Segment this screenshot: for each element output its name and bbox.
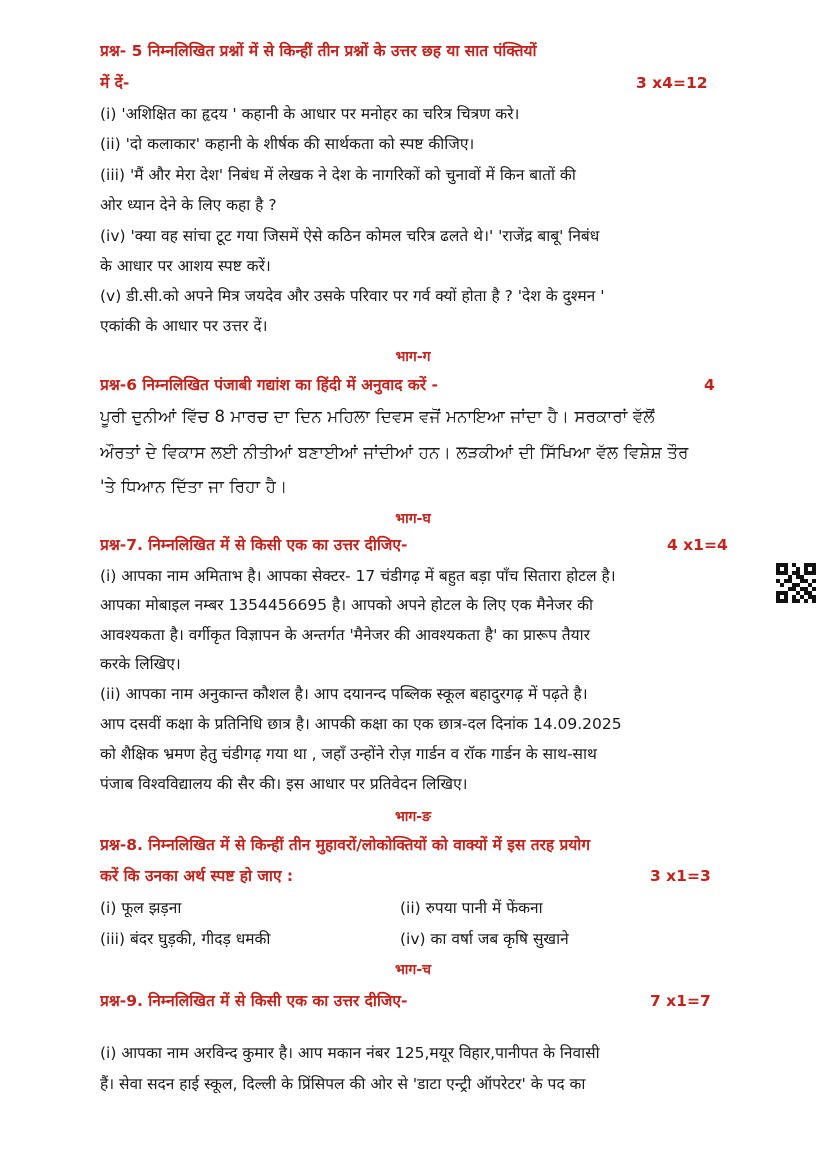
section-heading-ch: भाग-च: [394, 962, 432, 978]
q5-heading-line1: प्रश्न- 5 निम्नलिखित प्रश्नों में से किन्हीं तीन प्रश्नों के उत्तर छह या सात पंक्तियों: [100, 42, 537, 60]
q8-heading-line2: करें कि उनका अर्थ स्पष्ट हो जाए :: [100, 867, 294, 885]
q8-heading-line1: प्रश्न-8. निम्नलिखित में से किन्हीं तीन मुहावरों/लोकोक्तियों को वाक्यों में इस तरह प्रयोग: [100, 836, 591, 854]
q5-marks: 3 x4=12: [636, 74, 708, 92]
q9-marks: 7 x1=7: [650, 992, 711, 1010]
q8-idiom-iii: (iii) बंदर घुड़की, गीदड़ धमकी: [100, 930, 271, 948]
q8-idiom-iv: (iv) का वर्षा जब कृषि सुखाने: [400, 930, 569, 948]
q6-punjabi-line1: ਪੂਰੀ ਦੁਨੀਆਂ ਵਿੱਚ 8 ਮਾਰਚ ਦਾ ਦਿਨ ਮਹਿਲਾ ਦਿਵਸ ਵਜੋਂ ਮਨਾਇਆ ਜਾਂਦਾ ਹੈ। ਸਰਕਾਰਾਂ ਵੱਲੋਂ: [100, 407, 655, 426]
q5-option-iv-line2: के आधार पर आशय स्पष्ट करें।: [100, 257, 271, 275]
q5-option-v-line1: (v) डी.सी.को अपने मित्र जयदेव और उसके परिवार पर गर्व क्यों होता है ? 'देश के दुश्मन ': [100, 287, 605, 305]
q8-idiom-i: (i) फूल झड़ना: [100, 899, 182, 917]
q7-option-i-line2: आपका मोबाइल नम्बर 1354456695 है। आपको अपने होटल के लिए एक मैनेजर की: [100, 596, 593, 614]
q7-marks: 4 x1=4: [667, 536, 728, 554]
q5-option-ii: (ii) 'दो कलाकार' कहानी के शीर्षक की सार्थकता को स्पष्ट कीजिए।: [100, 135, 475, 153]
q7-option-ii-line1: (ii) आपका नाम अनुकान्त कौशल है। आप दयानन्द पब्लिक स्कूल बहादुरगढ़ में पढ़ते है।: [100, 685, 588, 703]
q9-option-i-line1: (i) आपका नाम अरविन्द कुमार है। आप मकान नंबर 125,मयूर विहार,पानीपत के निवासी: [100, 1044, 600, 1062]
q6-punjabi-line3: 'ਤੇ ਧਿਆਨ ਦਿੱਤਾ ਜਾ ਰਿਹਾ ਹੈ।: [100, 477, 288, 496]
q6-punjabi-line2: ਔਰਤਾਂ ਦੇ ਵਿਕਾਸ ਲਈ ਨੀਤੀਆਂ ਬਣਾਈਆਂ ਜਾਂਦੀਆਂ ਹਨ। ਲੜਕੀਆਂ ਦੀ ਸਿੱਖਿਆ ਵੱਲ ਵਿਸ਼ੇਸ਼ ਤੌਰ: [100, 443, 689, 462]
section-heading-gh: भाग-घ: [395, 511, 431, 527]
q8-idiom-ii: (ii) रुपया पानी में फेंकना: [400, 899, 543, 917]
q7-option-ii-line4: पंजाब विश्वविद्यालय की सैर की। इस आधार पर प्रतिवेदन लिखिए।: [100, 775, 468, 793]
q8-marks: 3 x1=3: [650, 867, 711, 885]
q5-option-v-line2: एकांकी के आधार पर उत्तर दें।: [100, 317, 268, 335]
q5-option-iii-line1: (iii) 'मैं और मेरा देश' निबंध में लेखक ने देश के नागरिकों को चुनावों में किन बातों की: [100, 166, 576, 184]
q5-option-iii-line2: ओर ध्यान देने के लिए कहा है ?: [100, 196, 277, 214]
q7-option-i-line3: आवश्यकता है। वर्गीकृत विज्ञापन के अन्तर्गत 'मैनेजर की आवश्यकता है' का प्रारूप तैयार: [100, 626, 590, 644]
q6-marks: 4: [704, 376, 715, 394]
q6-heading: प्रश्न-6 निम्नलिखित पंजाबी गद्यांश का हिंदी में अनुवाद करें -: [100, 376, 438, 394]
q9-heading: प्रश्न-9. निम्नलिखित में से किसी एक का उत्तर दीजिए-: [100, 992, 408, 1010]
q7-option-i-line4: करके लिखिए।: [100, 655, 181, 673]
q7-option-ii-line2: आप दसवीं कक्षा के प्रतिनिधि छात्र है। आपकी कक्षा का एक छात्र-दल दिनांक 14.09.2025: [100, 715, 622, 733]
q5-option-i: (i) 'अशिक्षित का हृदय ' कहानी के आधार पर मनोहर का चरित्र चित्रण करे।: [100, 105, 520, 123]
section-heading-ng: भाग-ङ: [394, 809, 432, 825]
q7-option-ii-line3: को शैक्षिक भ्रमण हेतु चंडीगढ़ गया था , जहाँ उन्होंने रोज़ गार्डन व रॉक गार्डन के साथ-साथ: [100, 745, 597, 763]
q9-option-i-line2: हैं। सेवा सदन हाई स्कूल, दिल्ली के प्रिंसिपल की ओर से 'डाटा एन्ट्री ऑपरेटर' के पद का: [100, 1075, 586, 1093]
qr-code: [776, 563, 816, 603]
section-heading-g: भाग-ग: [395, 349, 431, 365]
q7-option-i-line1: (i) आपका नाम अमिताभ है। आपका सेक्टर- 17 चंडीगढ़ में बहुत बड़ा पाँच सितारा होटल है।: [100, 567, 616, 585]
q5-heading-line2: में दें-: [100, 74, 130, 92]
q5-option-iv-line1: (iv) 'क्या वह सांचा टूट गया जिसमें ऐसे कठिन कोमल चरित्र ढलते थे।' 'राजेंद्र बाबू' निबंध: [100, 227, 600, 245]
q7-heading: प्रश्न-7. निम्नलिखित में से किसी एक का उत्तर दीजिए-: [100, 536, 408, 554]
